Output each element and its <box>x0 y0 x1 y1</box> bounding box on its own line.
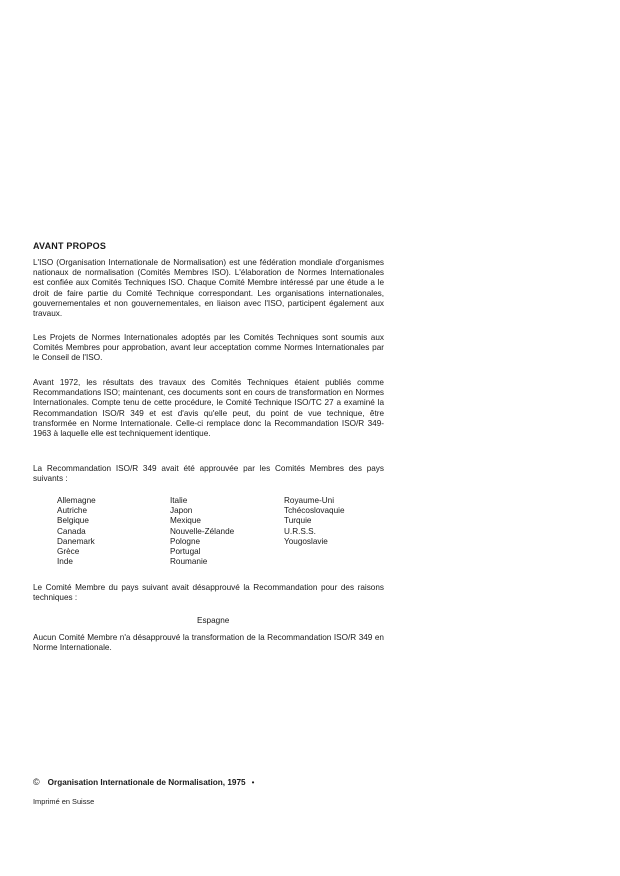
country-item: Italie <box>170 496 188 505</box>
paragraph-disapproval: Le Comité Membre du pays suivant avait désapprouvé la Recommandation pour des raisons techniques : <box>33 583 384 603</box>
country-item: Belgique <box>57 516 89 526</box>
paragraph-no-disapproval: Aucun Comité Membre n'a désapprouvé la transformation de la Recommandation ISO/R 349 en Norme Internationale. <box>33 633 384 653</box>
bullet-icon: • <box>251 777 255 787</box>
paragraph-approval: La Recommandation ISO/R 349 avait été approuvée par les Comités Membres des pays suivants : <box>33 464 384 484</box>
country-item: Tchécoslovaquie <box>284 506 345 516</box>
country-item: Nouvelle-Zélande <box>170 526 235 536</box>
copyright-icon: © <box>33 777 40 787</box>
country-item: Royaume-Uni <box>284 496 335 505</box>
paragraph-history: Avant 1972, les résultats des travaux des Comités Techniques étaient publiés comme Recommandations ISO; maintenant, ces documents sont en cours de transformation en Normes Internationales. Compte tenu de cette procédure, le Comité Technique ISO/TC 27 a examiné la Recommandation ISO/R 349 et est d'avis qu'elle peut, du point de vue technique, être transformée en Norme Internationale. Celle-ci remplace donc la Recommandation ISO/R 349-1963 à laquelle elle est techniquement identique. <box>33 378 384 439</box>
country-item: Inde <box>57 557 73 567</box>
country-item: Turquie <box>284 516 312 526</box>
country-list-column-1 <box>57 496 96 567</box>
paragraph-draft-standards: Les Projets de Normes Internationales adoptés par les Comités Techniques sont soumis aux Comités Membres pour approbation, avant leur acceptation comme Normes Internationales par le Conseil de l'ISO. <box>33 333 384 363</box>
country-item: Danemark <box>57 536 95 546</box>
country-item: Japon <box>170 506 193 516</box>
country-list-column-3 <box>284 496 345 547</box>
country-item: Grèce <box>57 547 80 557</box>
paragraph-iso-intro: L'ISO (Organisation Internationale de Normalisation) est une fédération mondiale d'organismes nationaux de normalisation (Comités Membres ISO). L'élaboration de Normes Internationales est confiée aux Comités Techniques ISO. Chaque Comité Membre intéressé par une étude a le droit de faire partie du Comité Technique correspondant. Les organisations internationales, gouvernementales et non gouvernementales, en liaison avec l'ISO, participent également aux travaux. <box>33 258 384 319</box>
copyright-organization: Organisation Internationale de Normalisation, 1975 <box>47 777 246 787</box>
copyright-line <box>33 777 254 787</box>
section-heading: AVANT PROPOS <box>33 241 107 251</box>
disapproving-country: Espagne <box>197 616 230 625</box>
country-item: Portugal <box>170 547 201 557</box>
country-item: Mexique <box>170 516 201 526</box>
country-list-column-2 <box>170 496 234 567</box>
printed-in-note: Imprimé en Suisse <box>33 797 95 806</box>
country-item: Pologne <box>170 536 201 546</box>
country-item: Allemagne <box>57 496 96 505</box>
country-item: Autriche <box>57 506 88 516</box>
country-item: Canada <box>57 526 86 536</box>
country-item: Roumanie <box>170 557 208 567</box>
country-item: U.R.S.S. <box>284 526 316 536</box>
country-item: Yougoslavie <box>284 536 328 546</box>
